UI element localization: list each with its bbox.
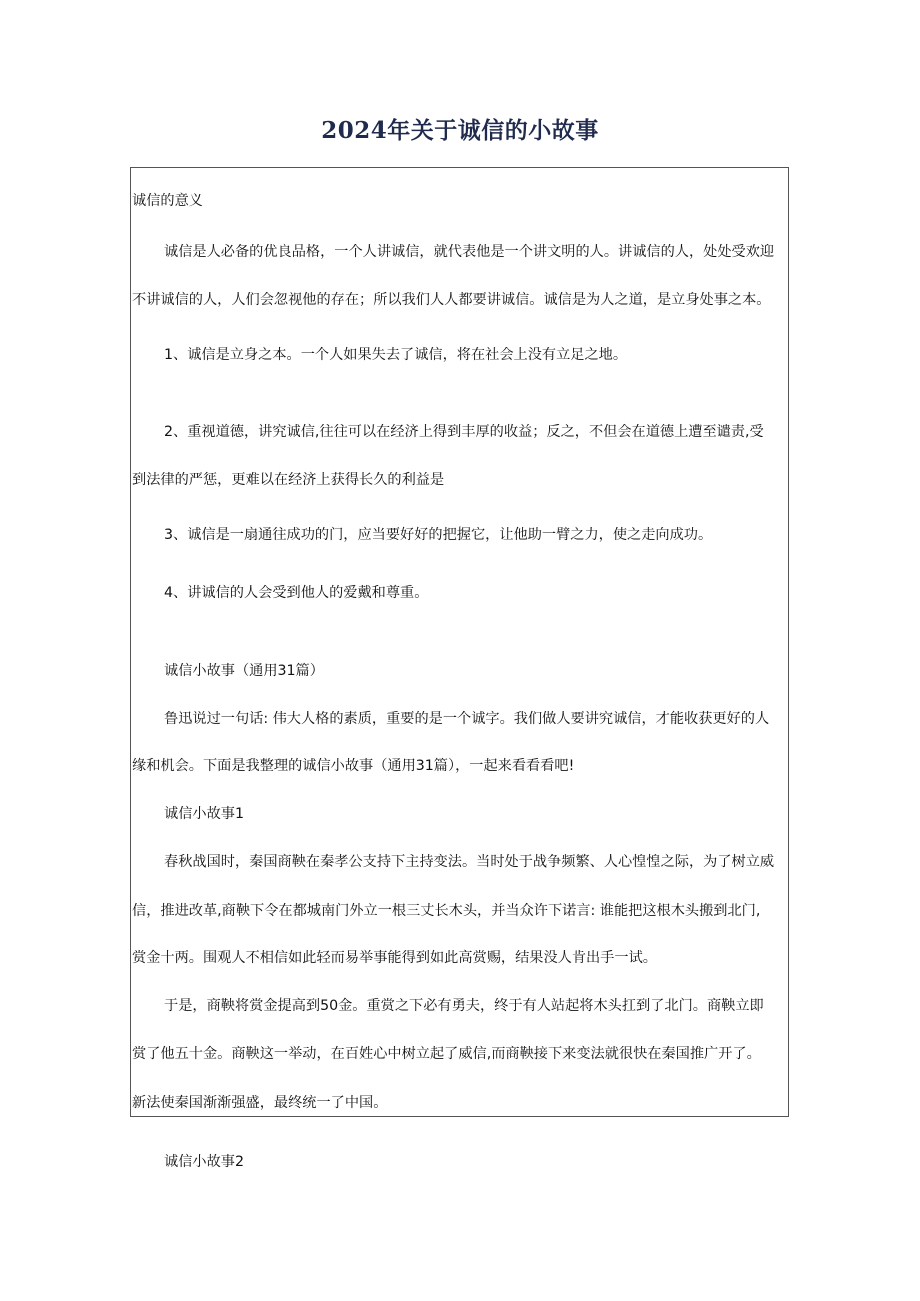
section-heading-after-box: 诚信小故事2 bbox=[164, 1154, 244, 1170]
paragraph-line: 赏了他五十金。商鞅这一举动，在百姓心中树立起了威信,而商鞅接下来变法就很快在秦国推广开了。 bbox=[132, 1046, 761, 1062]
paragraph-line: 春秋战国时，秦国商鞅在秦孝公支持下主持变法。当时处于战争频繁、人心惶惶之际，为了树立威 bbox=[164, 854, 775, 870]
paragraph-line: 不讲诚信的人，人们会忽视他的存在；所以我们人人都要讲诚信。诚信是为人之道，是立身处事之本。 bbox=[132, 292, 771, 308]
paragraph-line: 于是，商鞅将赏金提高到50金。重赏之下必有勇夫，终于有人站起将木头扛到了北门。商鞅立即 bbox=[164, 998, 764, 1014]
paragraph-line: 2、重视道德，讲究诚信,往往可以在经济上得到丰厚的收益；反之，不但会在道德上遭至谴责,受 bbox=[164, 424, 764, 440]
paragraph-line: 鲁迅说过一句话: 伟大人格的素质，重要的是一个诚字。我们做人要讲究诚信，才能收获更好的人 bbox=[164, 711, 770, 727]
paragraph-line: 赏金十两。围观人不相信如此轻而易举事能得到如此高赏赐，结果没人肯出手一试。 bbox=[132, 950, 657, 966]
section-heading: 诚信小故事1 bbox=[164, 806, 244, 822]
paragraph-line: 到法律的严惩，更难以在经济上获得长久的利益是 bbox=[132, 472, 445, 488]
paragraph-line: 诚信的意义 bbox=[132, 193, 203, 209]
paragraph-line: 新法使秦国渐渐强盛，最终统一了中国。 bbox=[132, 1095, 388, 1111]
paragraph-line: 4、讲诚信的人会受到他人的爱戴和尊重。 bbox=[164, 585, 429, 601]
document-title: 2024年关于诚信的小故事 bbox=[321, 117, 599, 144]
paragraph-line: 3、诚信是一扇通往成功的门，应当要好好的把握它，让他助一臂之力，使之走向成功。 bbox=[164, 527, 713, 543]
section-heading: 诚信小故事（通用31篇） bbox=[164, 663, 324, 679]
paragraph-line: 缘和机会。下面是我整理的诚信小故事（通用31篇），一起来看看看吧! bbox=[132, 758, 575, 774]
paragraph-line: 1、诚信是立身之本。一个人如果失去了诚信，将在社会上没有立足之地。 bbox=[164, 347, 628, 363]
paragraph-line: 信，推进改革,商鞅下令在都城南门外立一根三丈长木头，并当众许下诺言: 谁能把这根木头搬到北门, bbox=[132, 903, 761, 919]
paragraph-line: 诚信是人必备的优良品格，一个人讲诚信，就代表他是一个讲文明的人。讲诚信的人，处处受欢迎 bbox=[164, 244, 775, 260]
